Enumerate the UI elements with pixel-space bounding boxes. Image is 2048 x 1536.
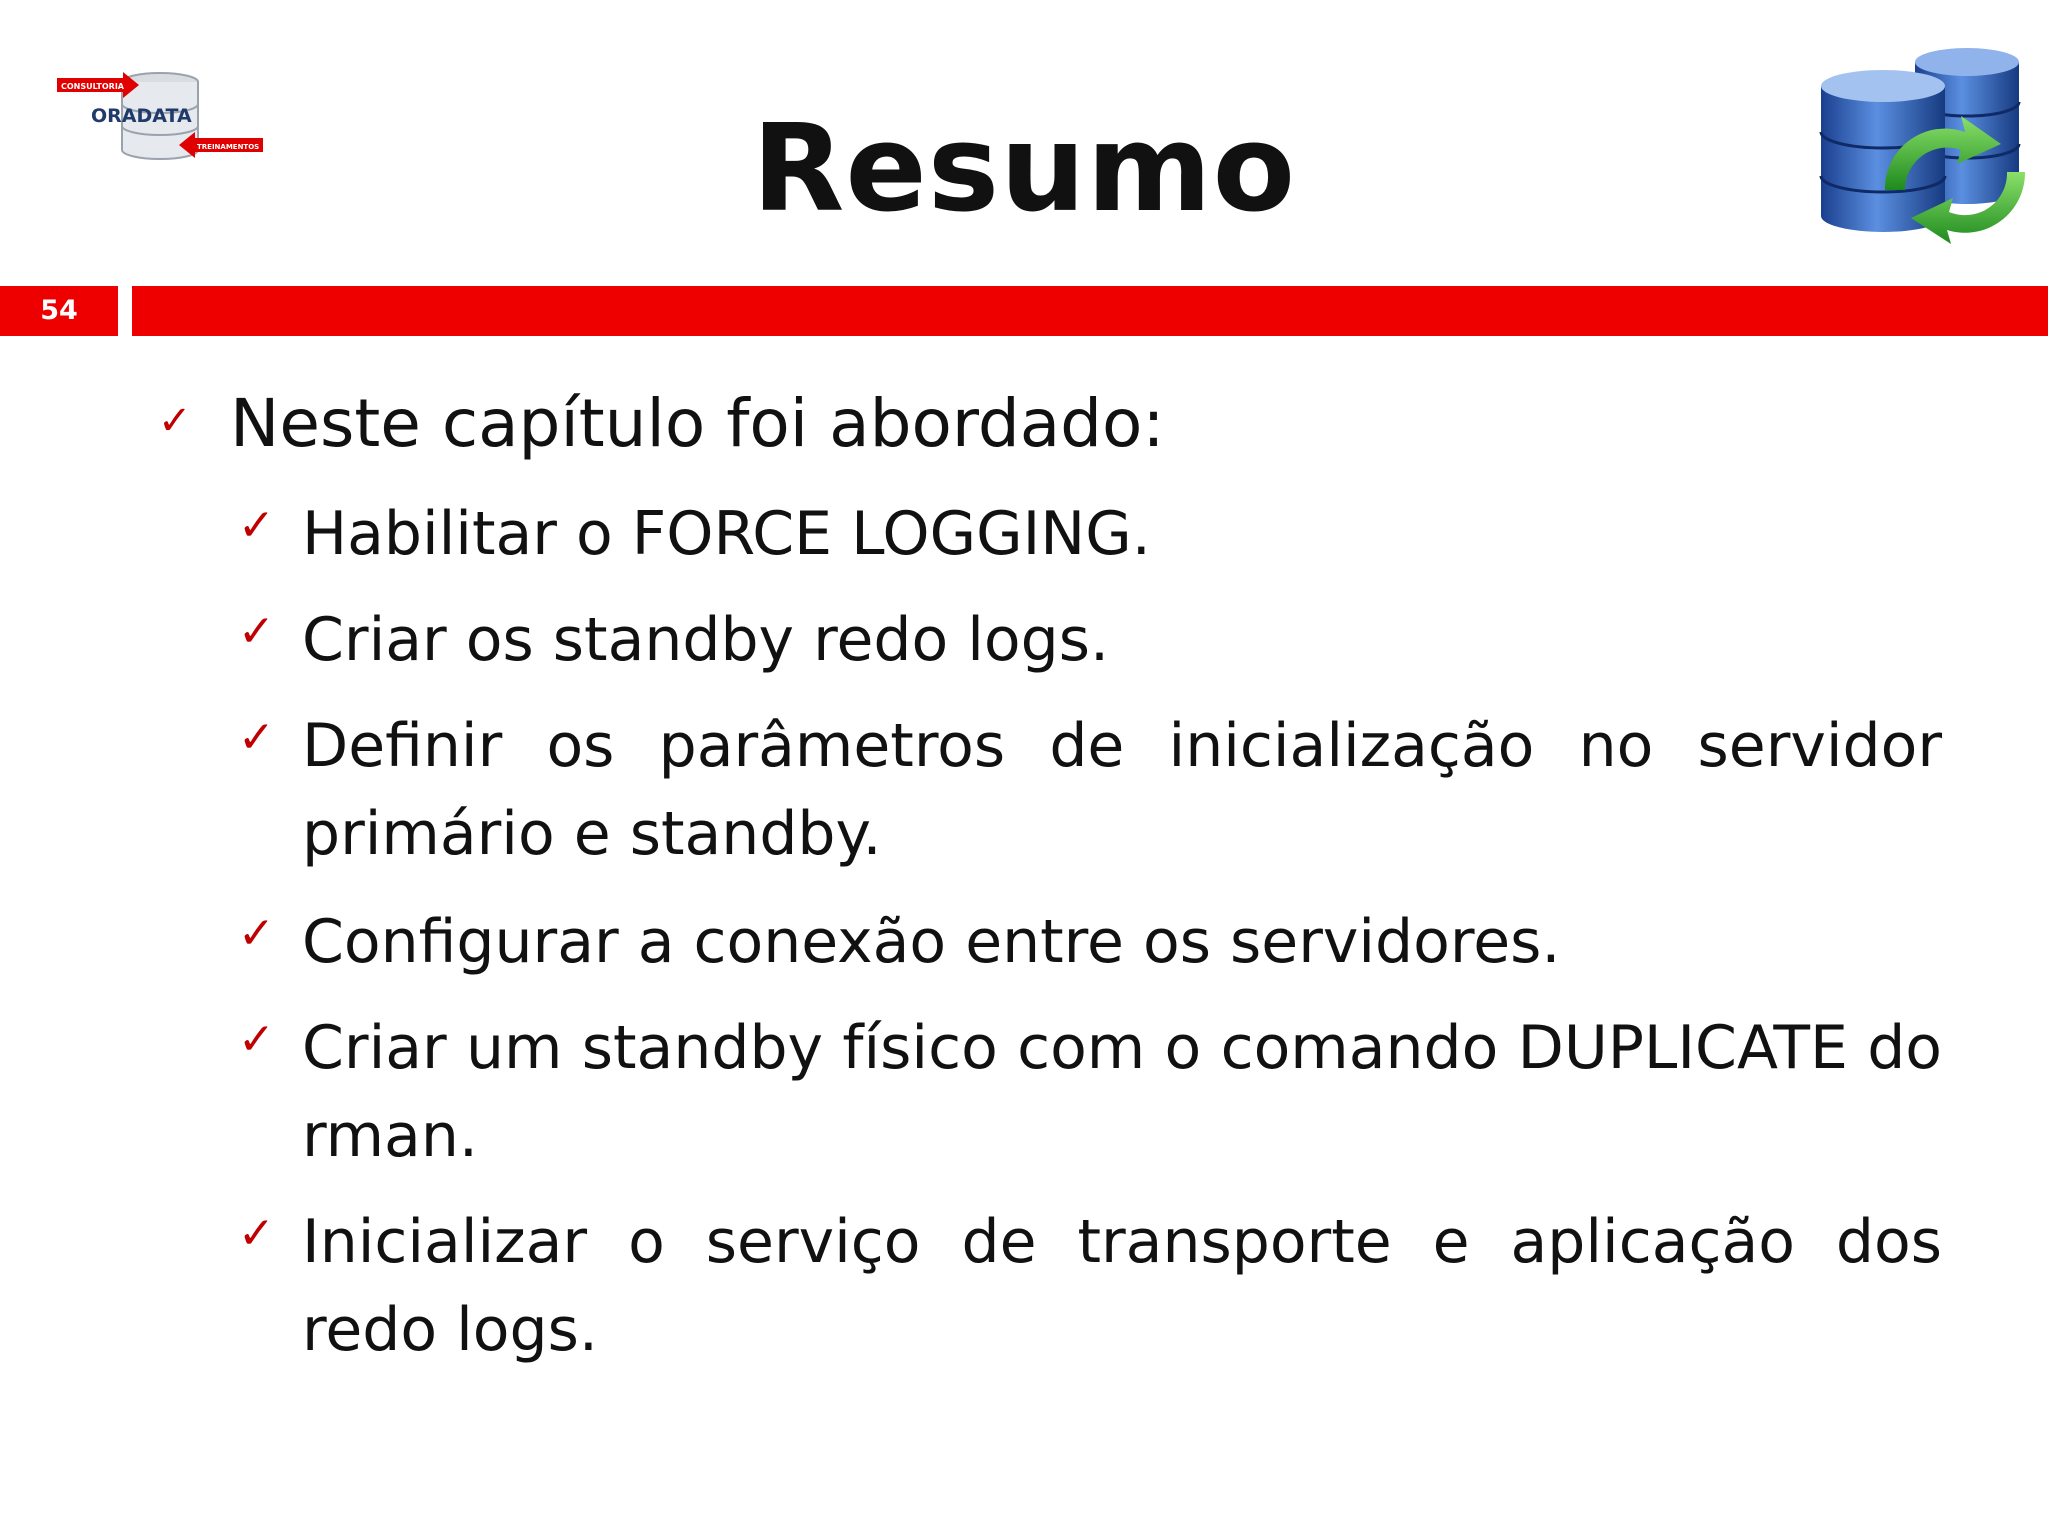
list-item [238, 596, 1942, 684]
check-icon: ✓ [238, 500, 275, 551]
list-item [238, 898, 1942, 986]
list-item [238, 1198, 1942, 1374]
database-sync-icon [1815, 40, 2037, 245]
list-item-text: Criar um standby físico com o comando DUPLICATE do rman. [302, 1013, 1942, 1171]
summary-heading-text: Neste capítulo foi abordado: [230, 385, 1165, 462]
logo-top-label: CONSULTORIA [61, 82, 124, 91]
check-icon: ✓ [238, 1014, 275, 1065]
list-item-text: Habilitar o FORCE LOGGING. [302, 499, 1151, 569]
check-icon: ✓ [158, 398, 192, 444]
list-item [238, 702, 1942, 878]
check-icon: ✓ [238, 606, 275, 657]
list-item-text: Inicializar o serviço de transporte e aplicação dos redo logs. [302, 1207, 1942, 1365]
list-item-text: Criar os standby redo logs. [302, 605, 1110, 675]
check-icon: ✓ [238, 908, 275, 959]
summary-heading [158, 380, 1165, 468]
slide-title: Resumo [751, 100, 1297, 239]
list-item-text: Configurar a conexão entre os servidores. [302, 907, 1561, 977]
check-icon: ✓ [238, 1208, 275, 1259]
logo-bottom-label: TREINAMENTOS [197, 143, 260, 151]
page-number: 54 [0, 286, 118, 336]
check-icon: ✓ [238, 712, 275, 763]
title-divider-bar [132, 286, 2048, 336]
list-item-text: Definir os parâmetros de inicialização no servidor primário e standby. [302, 711, 1942, 869]
list-item [238, 1004, 1942, 1180]
logo-name: ORADATA [91, 105, 192, 127]
list-item [238, 490, 1942, 578]
